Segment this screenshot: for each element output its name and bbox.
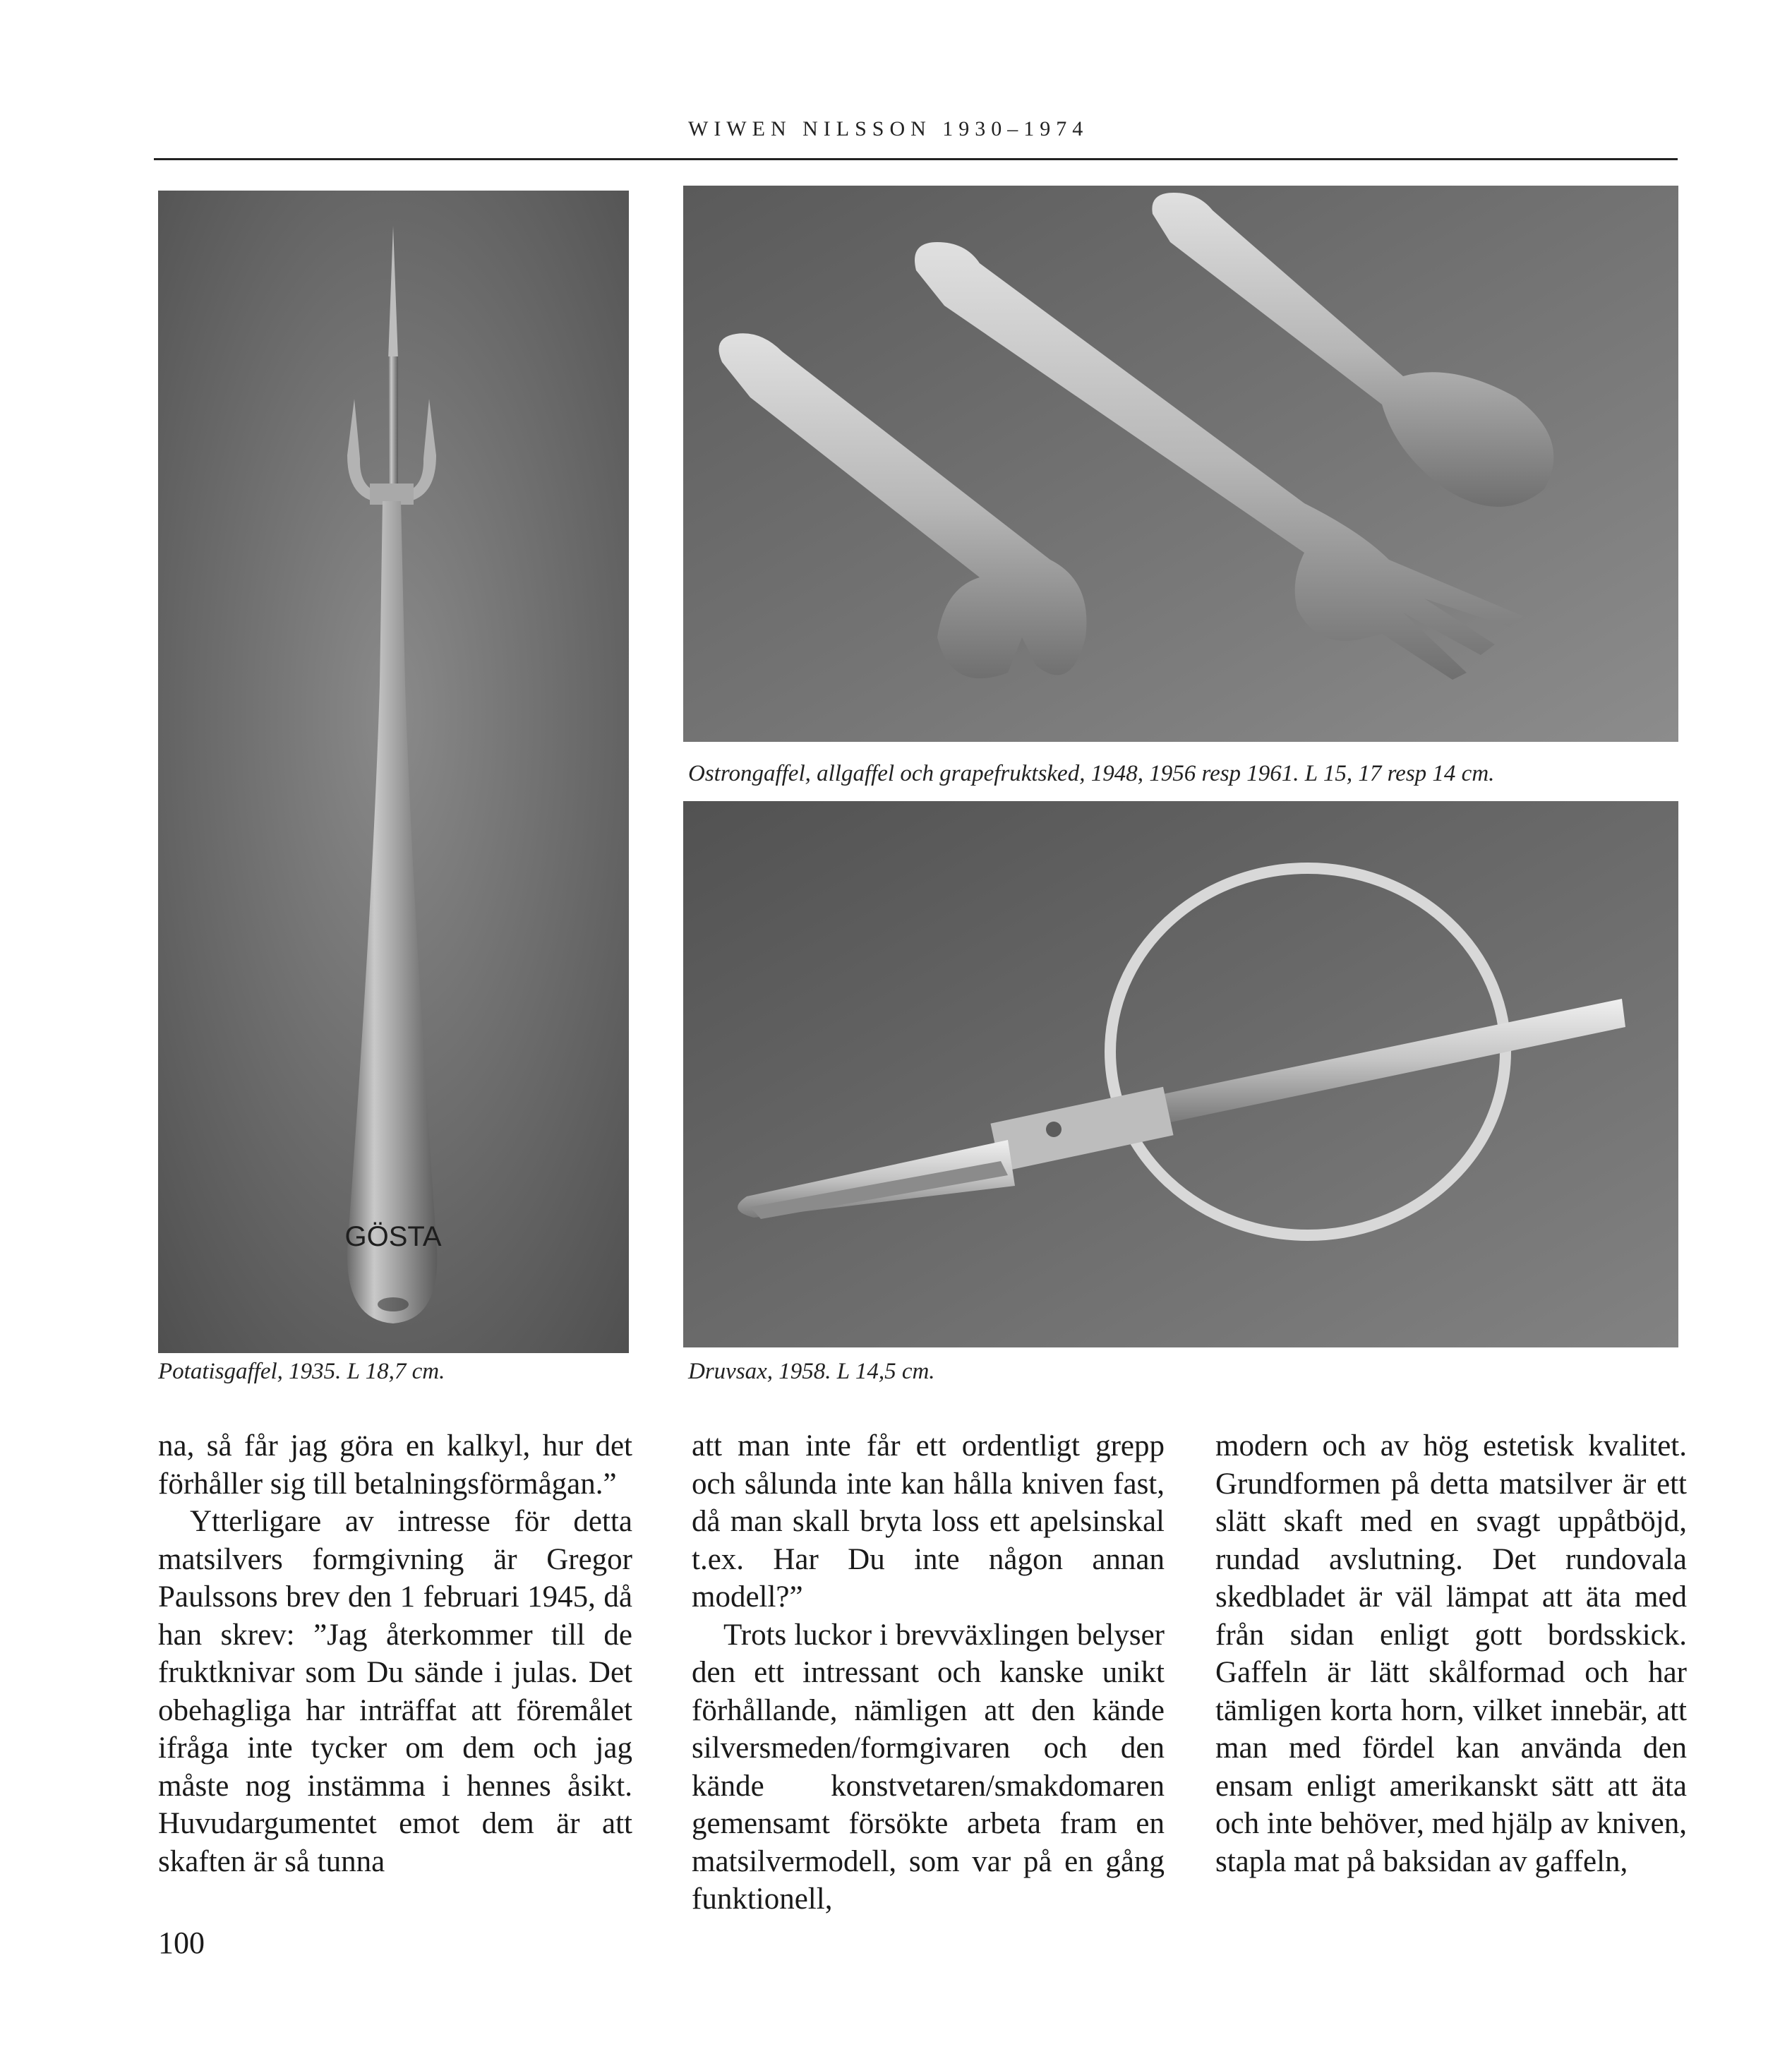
text-column-3 <box>1215 1427 1687 1880</box>
potato-fork-illustration <box>158 191 629 1353</box>
paragraph: Ytterligare av intresse för detta matsilvers formgivning är Gregor Paulssons brev den 1 februari 1945, då han skrev: ”Jag återkommer till de fruktknivar som Du sände i julas. Det obehagliga har inträffat att föremålet ifråga inte tycker om dem och jag måste nog instämma i hennes åsikt. Huvudargumentet emot dem är att skaften är så tunna <box>158 1505 632 1878</box>
page-number: 100 <box>158 1926 205 1960</box>
cutlery-illustration <box>683 186 1678 742</box>
grape-scissors-caption: Druvsax, 1958. L 14,5 cm. <box>688 1359 935 1384</box>
cutlery-caption: Ostrongaffel, allgaffel och grapefruktsked, 1948, 1956 resp 1961. L 15, 17 resp 14 cm. <box>688 761 1495 786</box>
potato-fork-photo <box>158 191 629 1353</box>
header-rule <box>154 158 1678 160</box>
potato-fork-caption: Potatisgaffel, 1935. L 18,7 cm. <box>158 1359 445 1384</box>
paragraph: Trots luckor i brevväxlingen belyser den ett intressant och kanske unikt förhållande, nämligen att den kände silversmeden/formgivaren och den kände konstvetaren/smakdomaren gemensamt försökte arbeta fram en matsilvermodell, som var på en gång funktionell, <box>692 1618 1165 1916</box>
cutlery-photo <box>683 186 1678 742</box>
text-column-1 <box>158 1427 632 1880</box>
running-head: WIWEN NILSSON 1930–1974 <box>688 117 1089 140</box>
paragraph: modern och av hög estetisk kvalitet. Grundformen på detta matsilver är ett slätt skaft med en svagt uppåtböjd, rundad avslutning. Det rundovala skedbladet är väl lämpat att äta med från sidan enligt gott bordsskick. Gaffeln är lätt skålformad och har tämligen korta horn, vilket innebär, att man med fördel kan använda den ensam enligt amerikanskt sätt att äta och inte behöver, med hjälp av kniven, stapla mat på baksidan av gaffeln, <box>1215 1429 1687 1878</box>
text-column-2 <box>692 1427 1165 1918</box>
paragraph: att man inte får ett ordentligt grepp och sålunda inte kan hålla kniven fast, då man skall bryta loss ett apelsinskal t.ex. Har Du inte någon annan modell?” <box>692 1429 1165 1614</box>
grape-scissors-illustration <box>683 801 1678 1347</box>
paragraph: na, så får jag göra en kalkyl, hur det förhåller sig till betalningsförmågan.” <box>158 1429 632 1501</box>
engraving-gosta: GÖSTA <box>344 1221 442 1252</box>
grape-scissors-photo <box>683 801 1678 1347</box>
